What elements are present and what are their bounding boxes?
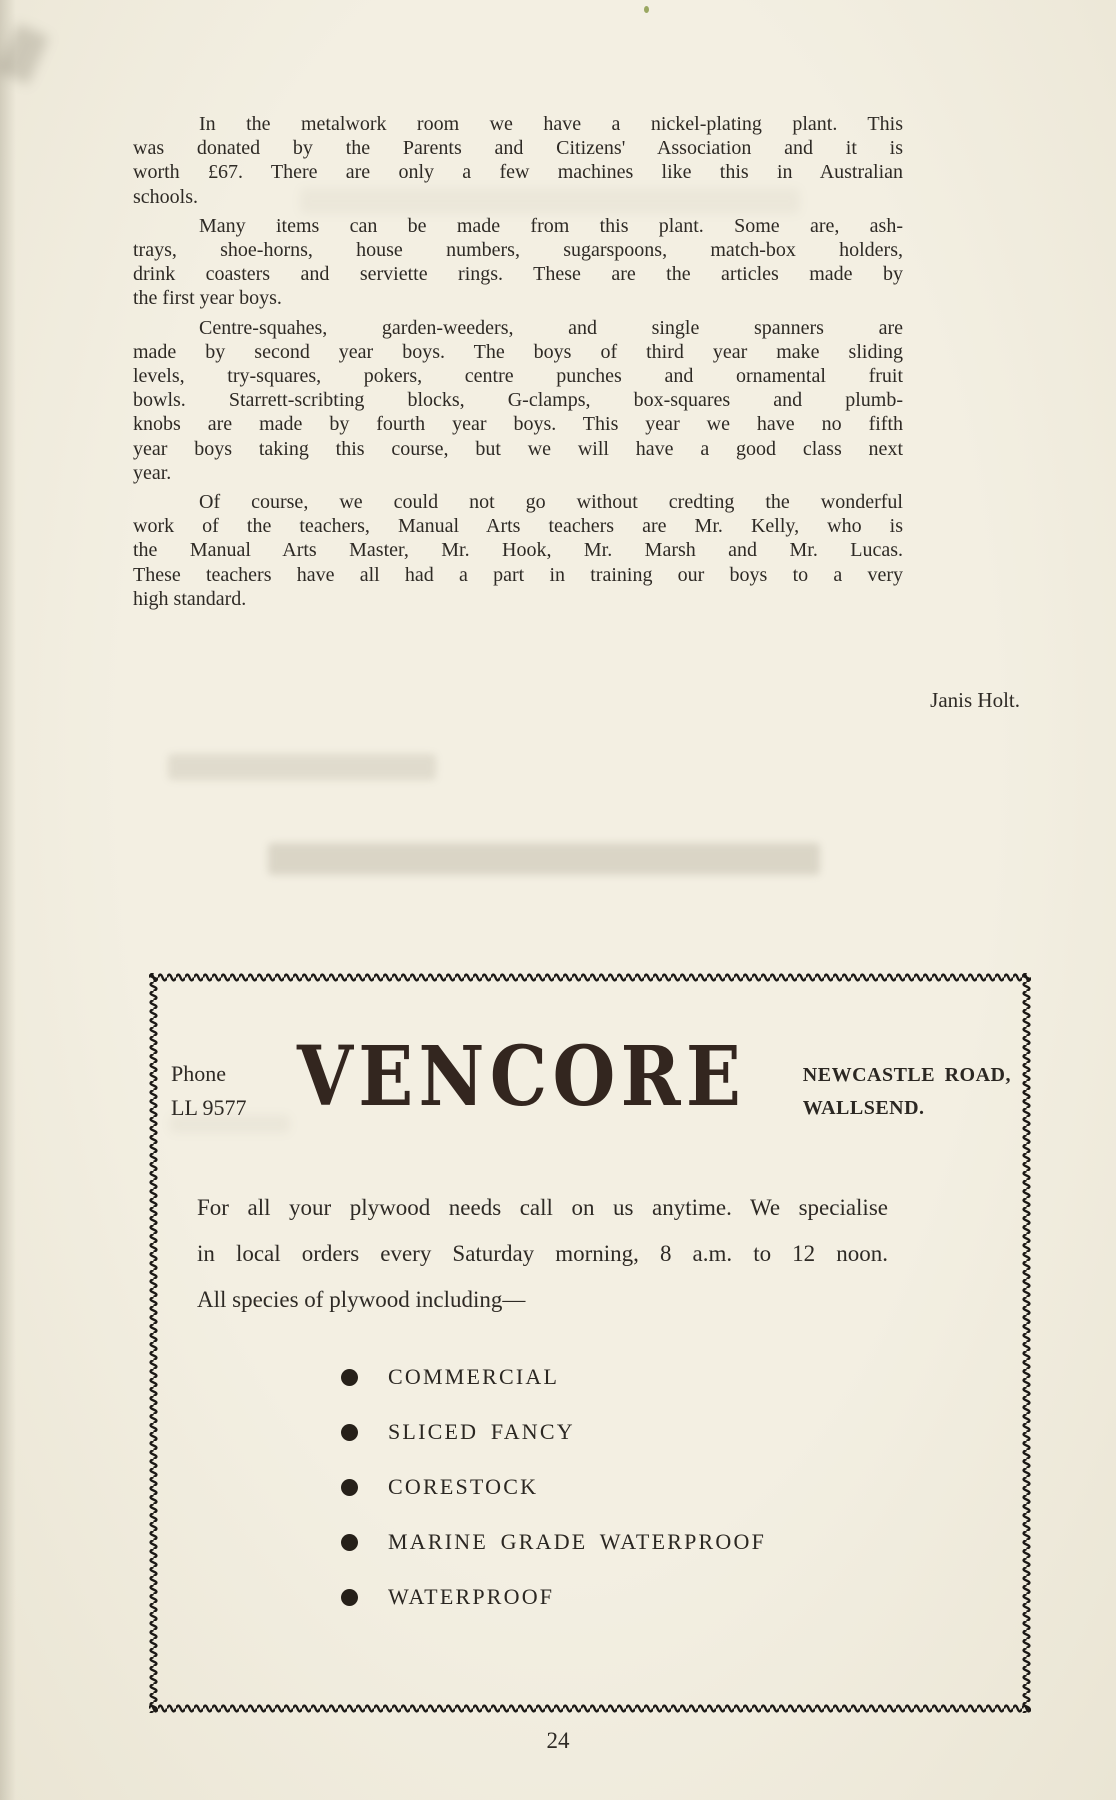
bullet-item bbox=[341, 1420, 766, 1444]
bullet-icon bbox=[341, 1589, 358, 1606]
scan-edge-shadow bbox=[0, 0, 16, 1800]
scan-artifact-dot bbox=[644, 6, 649, 13]
article-signature: Janis Holt. bbox=[930, 688, 1020, 712]
text-line: Many items can be made from this plant. Some are, ash- bbox=[199, 214, 903, 237]
text-line: bowls. Starrett-scribting blocks, G-clamps, box-squares and plumb- bbox=[133, 389, 903, 412]
ad-address-block bbox=[803, 1059, 1011, 1125]
bullet-label: SLICED FANCY bbox=[388, 1419, 575, 1444]
ad-phone-block bbox=[171, 1057, 247, 1125]
bullet-label: CORESTOCK bbox=[388, 1474, 539, 1499]
bullet-label: COMMERCIAL bbox=[388, 1364, 560, 1389]
bullet-item bbox=[341, 1475, 766, 1499]
wavy-border-left bbox=[149, 973, 158, 1713]
scan-artifact-mark bbox=[0, 23, 49, 84]
ad-brand-name: VENCORE bbox=[297, 1029, 747, 1125]
text-line: knobs are made by fourth year boys. This year we have no fifth bbox=[133, 413, 903, 436]
text-line: was donated by the Parents and Citizens' Association and it is bbox=[133, 137, 903, 160]
wavy-border-right bbox=[1022, 973, 1031, 1713]
text-line: For all your plywood needs call on us anytime. We specialise bbox=[197, 1195, 888, 1220]
text-line: worth £67. There are only a few machines like this in Australian bbox=[133, 161, 903, 184]
bullet-item bbox=[341, 1530, 766, 1554]
wavy-border-bottom bbox=[149, 1704, 1031, 1713]
bullet-icon bbox=[341, 1479, 358, 1496]
text-line: All species of plywood including— bbox=[197, 1287, 526, 1312]
paragraph bbox=[133, 490, 903, 611]
bullet-icon bbox=[341, 1424, 358, 1441]
bullet-icon bbox=[341, 1369, 358, 1386]
ad-bullet-list bbox=[341, 1365, 766, 1640]
wavy-border-top bbox=[149, 973, 1031, 982]
text-line: drink coasters and serviette rings. These are the articles made by bbox=[133, 263, 903, 286]
text-line: year. bbox=[133, 461, 172, 484]
ad-address-line2: WALLSEND. bbox=[802, 1097, 925, 1119]
bullet-label: MARINE GRADE WATERPROOF bbox=[388, 1529, 766, 1554]
ad-address-line1: NEWCASTLE ROAD, bbox=[802, 1064, 1011, 1086]
phone-label: Phone bbox=[171, 1061, 226, 1086]
ad-body-text bbox=[197, 1185, 888, 1323]
text-line: year boys taking this course, but we will have a good class next bbox=[133, 437, 903, 460]
article-text-block bbox=[133, 112, 903, 616]
text-line: These teachers have all had a part in training our boys to a very bbox=[133, 563, 903, 586]
text-line: schools. bbox=[133, 185, 198, 208]
text-line: in local orders every Saturday morning, 8 a.m. to 12 noon. bbox=[197, 1241, 888, 1266]
text-line: made by second year boys. The boys of third year make sliding bbox=[133, 340, 903, 363]
page-number: 24 bbox=[546, 1728, 570, 1753]
bullet-item bbox=[341, 1585, 766, 1609]
text-line: the first year boys. bbox=[133, 287, 282, 310]
bleed-through-ghost bbox=[268, 843, 820, 875]
text-line: the Manual Arts Master, Mr. Hook, Mr. Marsh and Mr. Lucas. bbox=[133, 539, 903, 562]
paragraph bbox=[133, 214, 903, 311]
text-line: Of course, we could not go without credting the wonderful bbox=[199, 491, 903, 514]
text-line: trays, shoe-horns, house numbers, sugarspoons, match-box holders, bbox=[133, 239, 903, 262]
text-line: high standard. bbox=[133, 587, 247, 610]
bullet-label: WATERPROOF bbox=[388, 1584, 555, 1609]
text-line: In the metalwork room we have a nickel-plating plant. This bbox=[199, 113, 903, 135]
bullet-icon bbox=[341, 1534, 358, 1551]
text-line: levels, try-squares, pokers, centre punches and ornamental fruit bbox=[133, 365, 903, 388]
text-line: work of the teachers, Manual Arts teachers are Mr. Kelly, who is bbox=[133, 515, 903, 538]
text-line: Centre-squahes, garden-weeders, and single spanners are bbox=[199, 316, 903, 339]
paragraph bbox=[133, 112, 903, 209]
bullet-item bbox=[341, 1365, 766, 1389]
phone-number: LL 9577 bbox=[171, 1095, 247, 1120]
paragraph bbox=[133, 316, 903, 485]
vencore-ad-box bbox=[149, 973, 1031, 1713]
bleed-through-ghost bbox=[168, 754, 436, 780]
